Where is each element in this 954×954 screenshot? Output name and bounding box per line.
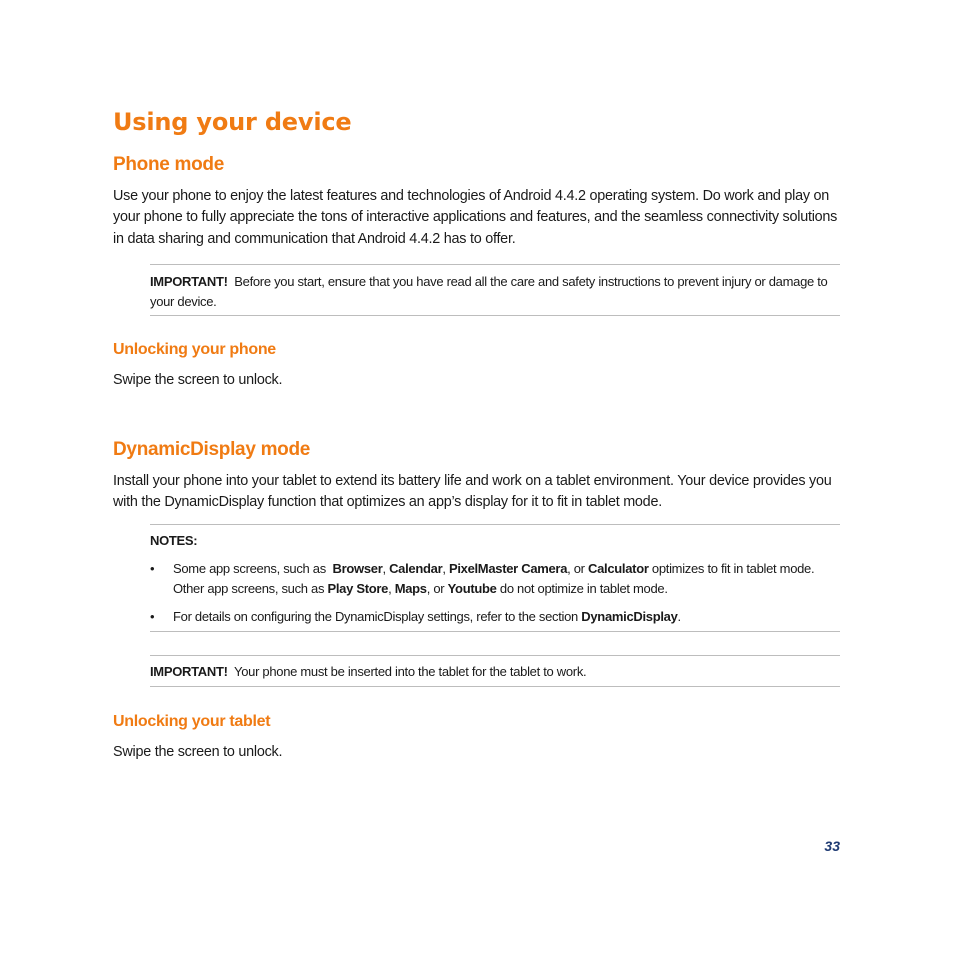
app-name-youtube: Youtube — [447, 581, 497, 596]
page-number: 33 — [824, 838, 840, 854]
unlocking-phone-text: Swipe the screen to unlock. — [113, 372, 283, 388]
notes-label: NOTES: — [150, 533, 198, 548]
app-name-maps: Maps — [394, 581, 427, 596]
notes-bottom-rule — [150, 631, 840, 632]
important-note-tablet — [150, 662, 840, 682]
dynamicdisplay-paragraph: Install your phone into your tablet to extend its battery life and work on a tablet environment. Your device provides you with the DynamicDisplay function that optimizes an app’s display for it to fit in tablet mode. — [113, 473, 832, 511]
bullet-icon: • — [150, 609, 155, 624]
important-bottom-rule — [150, 315, 840, 316]
app-name-browser: Browser — [332, 561, 383, 576]
important-label: IMPORTANT! — [150, 274, 228, 289]
note-bullet-item — [150, 559, 840, 601]
important-top-rule — [150, 655, 840, 656]
bullet-icon: • — [150, 561, 155, 576]
notes-top-rule — [150, 524, 840, 525]
important-text: Your phone must be inserted into the tablet for the tablet to work. — [234, 664, 587, 679]
app-name-calendar: Calendar — [389, 561, 443, 576]
dynamicdisplay-mode-heading: DynamicDisplay mode — [113, 439, 311, 460]
important-label: IMPORTANT! — [150, 664, 228, 679]
important-note-phone — [150, 272, 840, 311]
app-name-playstore: Play Store — [327, 581, 389, 596]
phone-mode-heading: Phone mode — [113, 154, 225, 175]
app-name-calculator: Calculator — [588, 561, 649, 576]
phone-mode-paragraph: Use your phone to enjoy the latest features and technologies of Android 4.4.2 operating system. Do work and play on your phone to fully appreciate the tons of interactive applications and features, and the seamless connectivity solutions in data sharing and communication that Android 4.4.2 has to offer. — [113, 188, 838, 247]
note-bullet-text: For details on configuring the DynamicDisplay settings, refer to the section DynamicDisplay. — [173, 609, 681, 624]
app-name-pixelmaster: PixelMaster Camera — [448, 561, 568, 576]
unlocking-tablet-text: Swipe the screen to unlock. — [113, 744, 283, 760]
important-top-rule — [150, 264, 840, 265]
important-text: Before you start, ensure that you have read all the care and safety instructions to prevent injury or damage to your device. — [150, 274, 828, 309]
unlocking-phone-heading: Unlocking your phone — [113, 341, 276, 358]
note-bullet-item — [150, 607, 840, 627]
section-reference: DynamicDisplay — [581, 609, 678, 624]
note-bullet-text: Some app screens, such as Browser, Calendar, PixelMaster Camera, or Calculator optimizes to fit in tablet mode. Other app screens, such as Play Store, Maps, or Youtube do not optimize in tablet mode. — [173, 561, 815, 596]
unlocking-tablet-heading: Unlocking your tablet — [113, 713, 271, 730]
important-bottom-rule — [150, 686, 840, 687]
page-title: Using your device — [113, 108, 352, 136]
